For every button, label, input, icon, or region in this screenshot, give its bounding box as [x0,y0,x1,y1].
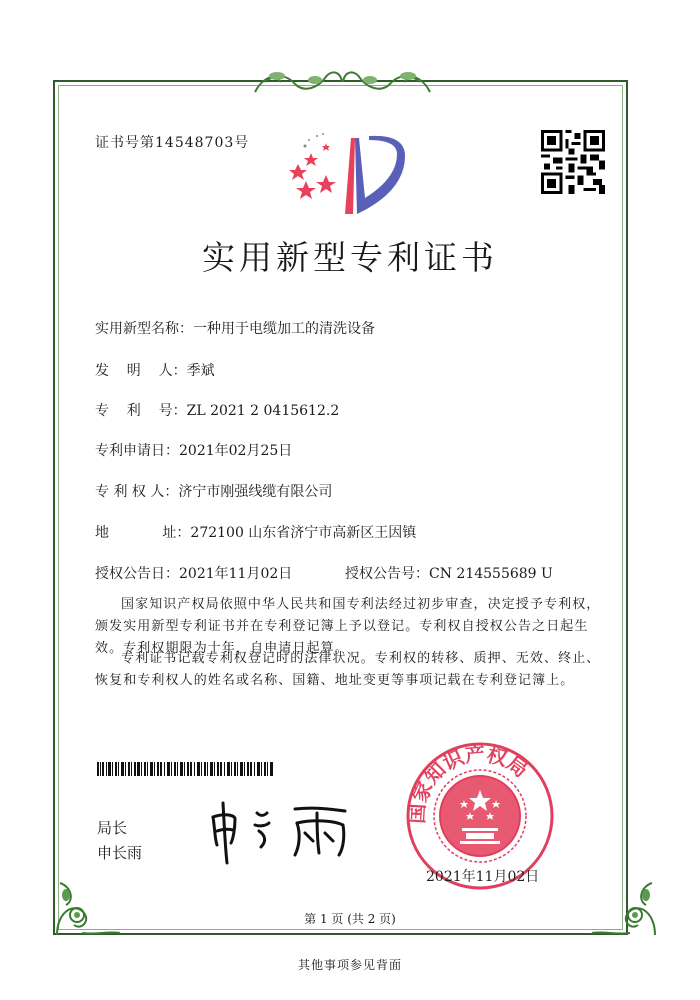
field-label: 发 明 人： [95,363,187,379]
field-label: 地 址： [95,525,191,541]
field-value: 一种用于电缆加工的清洗设备 [193,321,375,337]
field-label: 专利申请日： [95,443,179,459]
field-value: 2021年02月25日 [179,443,293,459]
signature-icon [205,795,355,865]
field-patentee [95,481,332,501]
patent-office-logo-icon [285,118,415,216]
field-announcement-number [345,563,553,583]
field-label: 授权公告号： [345,566,429,582]
seal-text: 国家知识产权局 [404,741,533,825]
statement-paragraph-1: 国家知识产权局依照中华人民共和国专利法经过初步审查，决定授予专利权，颁发实用新型专利证书并在专利登记簿上予以登记。专利权自授权公告之日起生效。专利权期限为十年，自申请日起算。 [95,597,601,656]
signatory-name: 申长雨 [97,844,143,862]
field-inventor [95,360,215,380]
certificate-number: 证书号第14548703号 [95,135,250,151]
field-value: CN 214555689 U [429,566,553,582]
field-label: 授权公告日： [95,566,179,582]
field-value: 季斌 [186,363,215,379]
footer-note: 其他事项参见背面 [297,958,402,972]
statement-paragraph-2: 专利证书记载专利权登记时的法律状况。专利权的转移、质押、无效、终止、恢复和专利权人的姓名或名称、国籍、地址变更等事项记载在专利登记簿上。 [95,651,601,688]
qr-code-icon[interactable] [541,130,605,194]
certificate-title: 实用新型专利证书 [202,238,498,277]
signatory-title: 局长 [97,819,128,837]
field-label: 专 利 权 人： [95,484,179,500]
page-indicator: 第 1 页 (共 2 页) [304,912,396,926]
field-value: 272100 山东省济宁市高新区王因镇 [190,525,417,541]
barcode-icon [97,762,275,776]
top-ornament-icon [245,62,440,100]
field-value: 2021年11月02日 [179,566,293,582]
corner-ornament-bottom-left-icon [52,873,122,943]
seal-date: 2021年11月02日 [426,869,540,885]
field-address [95,522,416,542]
field-value: ZL 2021 2 0415612.2 [186,403,340,419]
field-utility-model-name [95,318,375,338]
field-application-date [95,440,292,460]
field-patent-number [95,400,339,420]
field-value: 济宁市刚强线缆有限公司 [178,484,333,500]
field-label: 实用新型名称： [95,321,193,337]
field-grant-date [95,563,292,583]
field-label: 专 利 号： [95,403,187,419]
corner-ornament-bottom-right-icon [590,873,660,943]
